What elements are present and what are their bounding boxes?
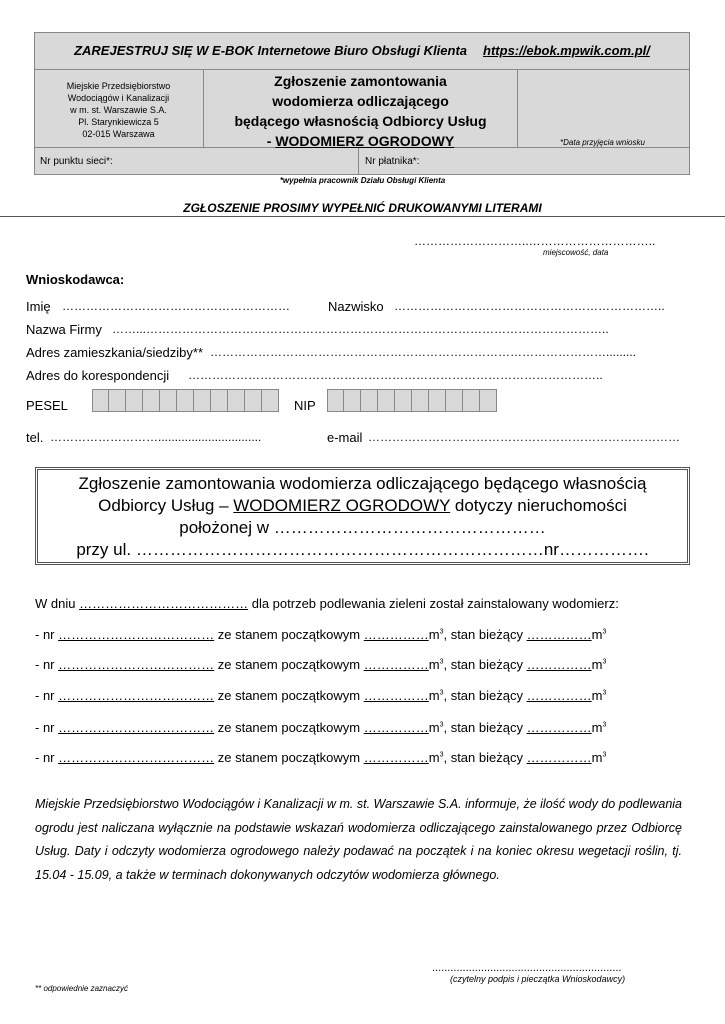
place-date-label: miejscowość, data <box>543 248 609 257</box>
pesel-label: PESEL <box>26 398 68 413</box>
pesel-digit-box[interactable] <box>228 389 245 412</box>
meter-number-label: - nr <box>35 657 55 672</box>
staff-note: *wypełnia pracownik Działu Obsługi Klienta <box>279 176 446 185</box>
payer-number-field[interactable] <box>359 148 690 175</box>
meter-number-field[interactable]: ……………………………… <box>58 627 215 642</box>
unit-exponent: 3 <box>602 751 607 759</box>
first-name-label: Imię <box>26 299 51 314</box>
title-prefix: - <box>266 133 276 149</box>
meter-number-label: - nr <box>35 750 55 765</box>
place-date-field[interactable]: ………………………..………………………….. <box>414 234 656 248</box>
address-field[interactable]: ………………………………………………………………………………………......... <box>210 345 637 359</box>
current-reading-label: , stan bieżący <box>443 750 523 765</box>
nip-label: NIP <box>294 398 316 413</box>
installation-text: dla potrzeb podlewania zieleni został zainstalowany wodomierz: <box>251 596 619 611</box>
divider <box>0 216 725 217</box>
pesel-digit-box[interactable] <box>262 389 279 412</box>
pesel-digit-box[interactable] <box>109 389 126 412</box>
meter-number-field[interactable]: ……………………………… <box>58 657 215 672</box>
nip-digit-box[interactable] <box>344 389 361 412</box>
payer-number-label: Nr płatnika*: <box>365 156 420 167</box>
org-line: w m. st. Warszawie S.A. <box>70 105 167 115</box>
meter-row <box>35 750 606 765</box>
unit-exponent: 3 <box>439 751 444 759</box>
title-underlined: WODOMIERZ OGRODOWY <box>275 133 455 149</box>
meter-number-label: - nr <box>35 688 55 703</box>
unit-label: m <box>591 750 603 765</box>
unit-exponent: 3 <box>439 658 444 666</box>
unit-label: m <box>591 657 603 672</box>
address-label: Adres zamieszkania/siedziby** <box>26 345 204 360</box>
unit-label: m <box>591 688 603 703</box>
declaration-box <box>35 467 690 565</box>
org-line: Miejskie Przedsiębiorstwo <box>66 81 171 91</box>
unit-exponent: 3 <box>439 721 444 729</box>
nip-digit-box[interactable] <box>412 389 429 412</box>
company-field[interactable]: ……...…………………………………………………………………………………………………….. <box>112 322 609 336</box>
installation-date-line <box>35 596 619 611</box>
meter-row <box>35 657 606 672</box>
correspondence-field[interactable]: ………………………………………………………………………………………….. <box>188 368 603 382</box>
start-reading-label: ze stanem początkowym <box>217 688 361 703</box>
org-line: Wodociągów i Kanalizacji <box>67 93 170 103</box>
org-line: Pl. Starynkiewicza 5 <box>78 117 159 127</box>
email-label: e-mail <box>327 430 363 445</box>
pesel-boxes[interactable] <box>92 389 279 412</box>
meter-row <box>35 627 606 642</box>
pesel-digit-box[interactable] <box>143 389 160 412</box>
start-reading-field[interactable]: …………… <box>363 657 429 672</box>
installation-date-label: W dniu <box>35 596 76 611</box>
title-line: wodomierza odliczającego <box>272 93 449 109</box>
declaration-underlined: WODOMIERZ OGRODOWY <box>233 496 451 515</box>
info-paragraph: Miejskie Przedsiębiorstwo Wodociągów i Kanalizacji w m. st. Warszawie S.A. informuje, że ilość wody do podlewania ogrodu jest naliczana wyłącznie na podstawie wskazań wodomierza odliczającego zainstalowanego przez Odbiorcę Usług. Daty i odczyty wodomierza ogrodowego należy podawać na początek i na koniec okresu wegetacji roślin, tj. 15.04 - 15.09, a także w terminach dokonywanych odczytów wodomierza głównego. <box>35 797 682 882</box>
phone-label: tel. <box>26 430 44 445</box>
network-point-label: Nr punktu sieci*: <box>40 156 113 167</box>
unit-label: m <box>428 657 440 672</box>
phone-field[interactable]: ………………………............................... <box>50 430 262 444</box>
title-line: będącego własnością Odbiorcy Usług <box>234 113 487 129</box>
unit-label: m <box>428 688 440 703</box>
nip-digit-box[interactable] <box>463 389 480 412</box>
nip-digit-box[interactable] <box>395 389 412 412</box>
pesel-digit-box[interactable] <box>211 389 228 412</box>
signature-field[interactable]: .............................................................. <box>432 962 622 974</box>
meter-number-label: - nr <box>35 627 55 642</box>
last-name-field[interactable]: ………………………………………………………….. <box>394 299 665 313</box>
start-reading-field[interactable]: …………… <box>363 720 429 735</box>
start-reading-label: ze stanem początkowym <box>217 750 361 765</box>
meter-number-label: - nr <box>35 720 55 735</box>
start-reading-field[interactable]: …………… <box>363 750 429 765</box>
unit-exponent: 3 <box>602 658 607 666</box>
unit-label: m <box>428 720 440 735</box>
meter-number-field[interactable]: ……………………………… <box>58 750 215 765</box>
declaration-suffix: dotyczy nieruchomości <box>450 496 627 515</box>
organization-address <box>34 70 204 148</box>
applicant-heading: Wnioskodawca: <box>26 272 125 287</box>
nip-digit-box[interactable] <box>361 389 378 412</box>
current-reading-label: , stan bieżący <box>443 627 523 642</box>
meter-row <box>35 720 606 735</box>
installation-date-field[interactable]: ………………………………… <box>79 596 249 611</box>
org-line: 02-015 Warszawa <box>82 129 155 139</box>
pesel-digit-box[interactable] <box>160 389 177 412</box>
unit-exponent: 3 <box>602 689 607 697</box>
unit-exponent: 3 <box>602 721 607 729</box>
start-reading-field[interactable]: …………… <box>363 688 429 703</box>
current-reading-field[interactable]: …………… <box>526 720 592 735</box>
ebok-banner <box>34 32 690 70</box>
pesel-digit-box[interactable] <box>92 389 109 412</box>
current-reading-field[interactable]: …………… <box>526 688 592 703</box>
title-line: Zgłoszenie zamontowania <box>274 73 447 89</box>
capitals-instruction: ZGŁOSZENIE PROSIMY WYPEŁNIĆ DRUKOWANYMI LITERAMI <box>183 201 542 215</box>
current-reading-label: , stan bieżący <box>443 720 523 735</box>
declaration-prefix: Odbiorcy Usług – <box>98 496 234 515</box>
unit-exponent: 3 <box>439 689 444 697</box>
footnote: ** odpowiednie zaznaczyć <box>35 984 128 993</box>
email-field[interactable]: …………………………………………………………………… <box>368 430 680 444</box>
pesel-digit-box[interactable] <box>177 389 194 412</box>
current-reading-field[interactable]: …………… <box>526 657 592 672</box>
meter-number-field[interactable]: ……………………………… <box>58 720 215 735</box>
receipt-date-label: *Data przyjęcia wniosku <box>560 138 645 147</box>
pesel-digit-box[interactable] <box>126 389 143 412</box>
nip-digit-box[interactable] <box>429 389 446 412</box>
form-title <box>204 70 518 148</box>
network-point-field[interactable] <box>34 148 359 175</box>
start-reading-label: ze stanem początkowym <box>217 720 361 735</box>
property-location-field[interactable]: położonej w ………………………………………… <box>179 518 546 537</box>
nip-digit-box[interactable] <box>327 389 344 412</box>
correspondence-label: Adres do korespondencji <box>26 368 170 383</box>
unit-label: m <box>428 750 440 765</box>
unit-label: m <box>591 720 603 735</box>
current-reading-label: , stan bieżący <box>443 688 523 703</box>
pesel-digit-box[interactable] <box>245 389 262 412</box>
current-reading-field[interactable]: …………… <box>526 750 592 765</box>
declaration-line: Zgłoszenie zamontowania wodomierza odliczającego będącego własnością <box>78 474 647 493</box>
first-name-field[interactable]: ………………………………………………… <box>62 299 290 313</box>
current-reading-label: , stan bieżący <box>443 657 523 672</box>
nip-digit-box[interactable] <box>480 389 497 412</box>
meter-number-field[interactable]: ……………………………… <box>58 688 215 703</box>
ebok-banner-text: ZAREJESTRUJ SIĘ W E-BOK Internetowe Biuro Obsługi Klienta <box>74 43 468 58</box>
nip-digit-box[interactable] <box>446 389 463 412</box>
last-name-label: Nazwisko <box>328 299 384 314</box>
pesel-digit-box[interactable] <box>194 389 211 412</box>
unit-label: m <box>591 627 603 642</box>
company-label: Nazwa Firmy <box>26 322 102 337</box>
start-reading-label: ze stanem początkowym <box>217 657 361 672</box>
meter-row <box>35 688 606 703</box>
signature-label: (czytelny podpis i pieczątka Wnioskodawcy) <box>450 974 626 984</box>
nip-digit-box[interactable] <box>378 389 395 412</box>
current-reading-field[interactable]: …………… <box>526 627 592 642</box>
start-reading-label: ze stanem początkowym <box>217 627 361 642</box>
unit-label: m <box>428 627 440 642</box>
unit-exponent: 3 <box>602 628 607 636</box>
ebok-link[interactable]: https://ebok.mpwik.com.pl/ <box>483 43 650 58</box>
declaration-line <box>38 495 687 517</box>
start-reading-field[interactable]: …………… <box>363 627 429 642</box>
unit-exponent: 3 <box>439 628 444 636</box>
receipt-date-cell[interactable] <box>518 70 690 148</box>
street-field[interactable]: przy ul. ………………………………………………………………nr……………. <box>76 540 649 559</box>
nip-boxes[interactable] <box>327 389 497 412</box>
